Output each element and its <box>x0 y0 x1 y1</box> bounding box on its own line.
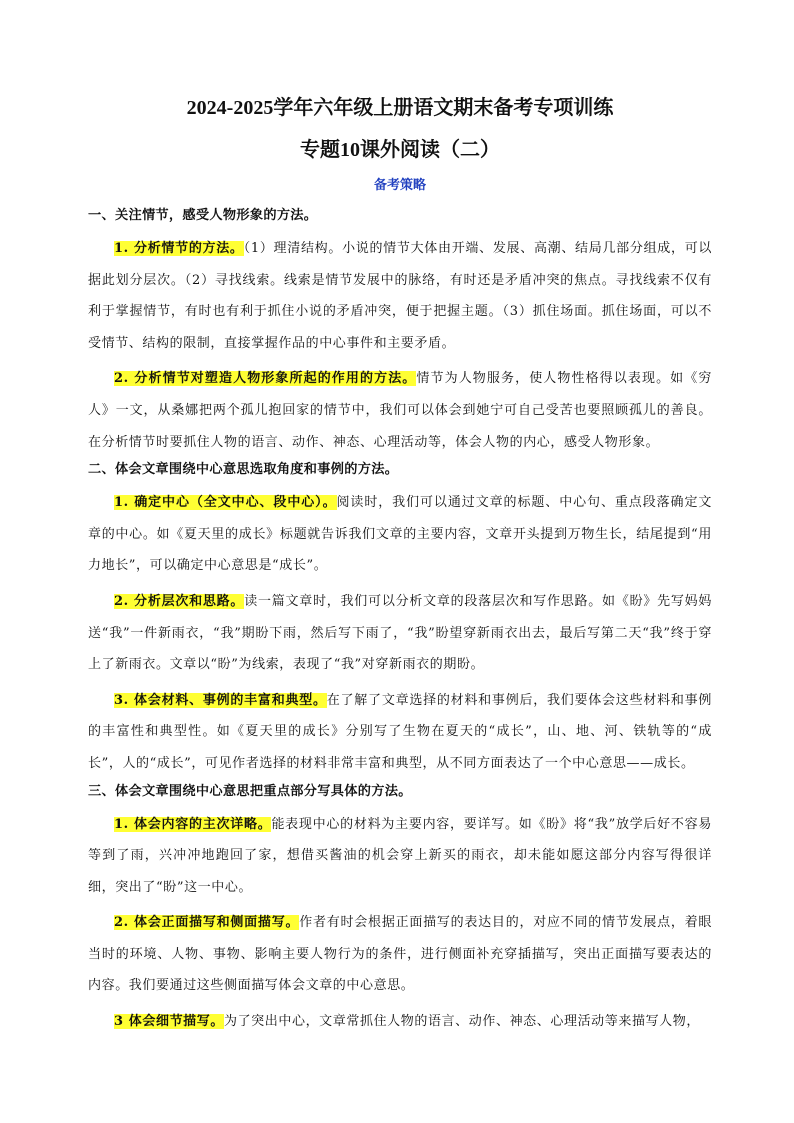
paragraph-text: 阅读时，我们可以通过文章的标题、中心句、重点段落确定文章的中心。如《夏天里的成长》标题就告诉我们文章的主要内容，文章开头提到万物生长，结尾提到“用力地长”，可以确定中心意思是“成长”。 <box>88 495 712 574</box>
paragraph <box>88 809 712 904</box>
paragraph <box>88 685 712 780</box>
highlighted-lead: 1. 体会内容的主次详略。 <box>114 816 272 832</box>
paragraph-text: 读一篇文章时，我们可以分析文章的段落层次和写作思路。如《盼》先写妈妈送“我”一件新雨衣，“我”期盼下雨，然后写下雨了，“我”盼望穿新雨衣出去，最后写第二天“我”终于穿上了新雨衣。文章以“盼”为线索，表现了“我”对穿新雨衣的期盼。 <box>88 593 713 673</box>
paragraph <box>88 233 712 359</box>
highlighted-lead: 1. 确定中心（全文中心、段中心）。 <box>114 495 337 511</box>
section-heading: 三、体会文章围绕中心意思把重点部分写具体的方法。 <box>88 783 412 799</box>
paragraph <box>88 586 712 681</box>
paragraph-text: （1）理清结构。小说的情节大体由开端、发展、高潮、结局几部分组成，可以据此划分层次。（2）寻找线索。线索是情节发展中的脉络，有时还是矛盾冲突的焦点。寻找线索不仅有利于掌握情节，有时也有利于抓住小说的矛盾冲突，便于把握主题。（3）抓住场面。抓住场面，可以不受情节、结构的限制，直接掌握作品的中心事件和主要矛盾。 <box>88 241 712 351</box>
section-3 <box>88 780 712 1038</box>
strategy-label: 备考策略 <box>373 178 426 193</box>
section-heading: 二、体会文章围绕中心意思选取角度和事例的方法。 <box>88 462 399 478</box>
highlighted-lead: 2. 体会正面描写和侧面描写。 <box>114 915 300 931</box>
highlighted-lead: 2. 分析层次和思路。 <box>114 593 245 609</box>
page-subtitle: 专题10课外阅读（二） <box>300 139 500 161</box>
paragraph-text: 在了解了文章选择的材料和事例后，我们要体会这些材料和事例的丰富性和典型性。如《夏天里的成长》分别写了生物在夏天的“成长”，山、地、河、铁轨等的“成长”，人的“成长”，可见作者选择的材料非常丰富和典型，从不同方面表达了一个中心意思——成长。 <box>88 692 712 771</box>
section-2 <box>88 458 712 779</box>
paragraph <box>88 363 712 458</box>
paragraph <box>88 907 712 1002</box>
highlighted-lead: 3 体会细节描写。 <box>114 1014 224 1030</box>
document-page <box>88 96 712 1038</box>
paragraph-text: 作者有时会根据正面描写的表达目的，对应不同的情节发展点，着眼当时的环境、人物、事物、影响主要人物行为的条件，进行侧面补充穿插描写，突出正面描写要表达的内容。我们要通过这些侧面描写体会文章的中心意思。 <box>88 915 712 994</box>
highlighted-lead: 2. 分析情节对塑造人物形象所起的作用的方法。 <box>114 371 417 387</box>
paragraph <box>88 1006 712 1038</box>
highlighted-lead: 3. 体会材料、事例的丰富和典型。 <box>114 692 327 708</box>
paragraph-text: 为了突出中心，文章常抓住人物的语言、动作、神态、心理活动等来描写人物， <box>223 1014 700 1030</box>
section-1 <box>88 204 712 458</box>
section-heading: 一、关注情节，感受人物形象的方法。 <box>88 208 318 223</box>
paragraph-text: 能表现中心的材料为主要内容，要详写。如《盼》将“我”放学后好不容易等到了雨，兴冲冲地跑回了家，想借买酱油的机会穿上新买的雨衣，却未能如愿这部分内容写得很详细，突出了“盼”这一中心。 <box>88 816 712 895</box>
paragraph-text: 情节为人物服务，使人物性格得以表现。如《穷人》一文，从桑娜把两个孤儿抱回家的情节中，我们可以体会到她宁可自己受苦也要照顾孤儿的善良。在分析情节时要抓住人物的语言、动作、神态、心理活动等，体会人物的内心，感受人物形象。 <box>88 371 712 450</box>
page-title: 2024-2025学年六年级上册语文期末备考专项训练 <box>186 97 614 119</box>
highlighted-lead: 1. 分析情节的方法。 <box>114 241 244 256</box>
paragraph <box>88 487 712 582</box>
